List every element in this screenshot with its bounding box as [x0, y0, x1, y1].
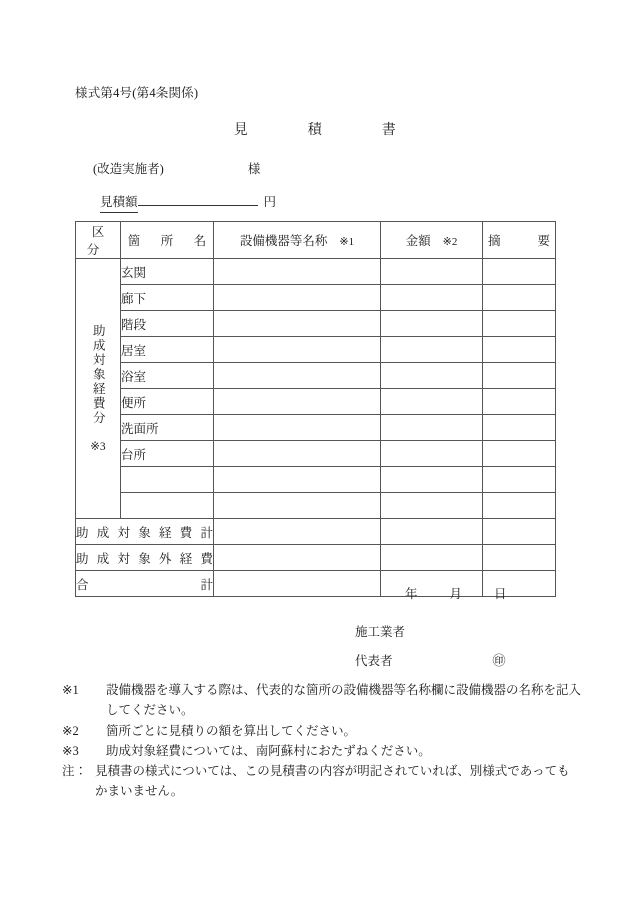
cell-tekiyou[interactable]: [483, 545, 556, 571]
cell-tekiyou[interactable]: [483, 311, 556, 337]
cell-kingaku[interactable]: [381, 363, 483, 389]
cell-tekiyou[interactable]: [483, 415, 556, 441]
cell-basho: 台所: [121, 441, 214, 467]
cell-kingaku[interactable]: [381, 389, 483, 415]
kubun-merged-cell: [76, 259, 121, 519]
cell-kingaku[interactable]: [381, 415, 483, 441]
table-header-row: [76, 222, 556, 259]
seal-icon: ㊞: [492, 653, 506, 668]
cell-basho: 階段: [121, 311, 214, 337]
estimate-amount-label: 見積額: [100, 192, 138, 213]
cell-tekiyou[interactable]: [483, 493, 556, 519]
date-month-label: 月: [449, 587, 463, 601]
title-char-2: 積: [307, 123, 323, 138]
estimate-amount-input[interactable]: [138, 203, 258, 206]
addressee-line: [93, 159, 260, 177]
table-row: [76, 337, 556, 363]
header-kubun: 区 分: [76, 222, 121, 259]
cell-kingaku[interactable]: [381, 441, 483, 467]
cell-kingaku[interactable]: [381, 259, 483, 285]
cell-setsubi[interactable]: [214, 337, 381, 363]
cell-tekiyou[interactable]: [483, 285, 556, 311]
estimate-table: [75, 221, 556, 597]
table-row: [76, 415, 556, 441]
estimate-amount-line: [100, 192, 276, 213]
summary-row-non-subsidy: [76, 545, 556, 571]
cell-setsubi[interactable]: [214, 545, 381, 571]
header-kingaku: 金額 ※2: [381, 222, 483, 259]
cell-setsubi[interactable]: [214, 285, 381, 311]
summary-label: 助成対象外経費: [76, 545, 214, 571]
footnote-marker: ※2: [62, 723, 79, 738]
date-year-label: 年: [405, 587, 418, 601]
table-row: [76, 259, 556, 285]
footnote-marker: 注：: [62, 764, 88, 778]
cell-basho: 洗面所: [121, 415, 214, 441]
cell-kingaku[interactable]: [381, 311, 483, 337]
estimate-amount-unit: 円: [263, 195, 277, 209]
cell-kingaku[interactable]: [381, 545, 483, 571]
table-row: [76, 363, 556, 389]
cell-tekiyou[interactable]: [483, 337, 556, 363]
kubun-note-ref: ※3: [90, 441, 106, 454]
cell-setsubi[interactable]: [214, 467, 381, 493]
table-row: [76, 467, 556, 493]
footnote-text: 箇所ごとに見積りの額を算出してください。: [106, 723, 357, 738]
cell-setsubi[interactable]: [214, 519, 381, 545]
cell-tekiyou[interactable]: [483, 519, 556, 545]
footnotes: [62, 680, 582, 802]
footnote-text: 助成対象経費については、南阿蘇村におたずねください。: [106, 743, 431, 758]
summary-label: 助成対象経費計: [76, 519, 214, 545]
title-char-3: 書: [381, 123, 397, 138]
cell-kingaku[interactable]: [381, 285, 483, 311]
kubun-vertical-label: 助成対象経費分: [91, 323, 106, 426]
cell-tekiyou[interactable]: [483, 389, 556, 415]
footnote-item: [62, 761, 582, 802]
cell-kingaku[interactable]: [381, 493, 483, 519]
title-char-1: 見: [233, 123, 249, 138]
header-basho: 箇 所 名: [121, 222, 214, 259]
cell-basho: 玄関: [121, 259, 214, 285]
header-setsubi-note: ※1: [339, 236, 355, 248]
cell-tekiyou[interactable]: [483, 441, 556, 467]
header-kingaku-note: ※2: [442, 236, 458, 248]
cell-basho[interactable]: [121, 493, 214, 519]
cell-tekiyou[interactable]: [483, 467, 556, 493]
table-row: [76, 441, 556, 467]
header-tekiyou: 摘 要: [483, 222, 556, 259]
footnote-item: [62, 680, 582, 721]
cell-setsubi[interactable]: [214, 493, 381, 519]
header-setsubi: 設備機器等名称 ※1: [214, 222, 381, 259]
signature-representative-label: 代表者: [355, 654, 393, 668]
cell-basho: 廊下: [121, 285, 214, 311]
footnote-text: 見積書の様式については、この見積書の内容が明記されていれば、別様式であってもかまいません。: [95, 764, 570, 799]
page-title: [0, 119, 630, 139]
cell-basho: 浴室: [121, 363, 214, 389]
cell-setsubi[interactable]: [214, 363, 381, 389]
cell-basho: 居室: [121, 337, 214, 363]
footnote-item: [62, 741, 582, 761]
cell-setsubi[interactable]: [214, 571, 381, 597]
footnote-text: 設備機器を導入する際は、代表的な箇所の設備機器等名称欄に設備機器の名称を記入してください。: [106, 683, 582, 718]
cell-kingaku[interactable]: [381, 519, 483, 545]
footnote-marker: ※1: [62, 683, 79, 697]
summary-label: 合計: [76, 571, 214, 597]
cell-basho[interactable]: [121, 467, 214, 493]
table-row: [76, 311, 556, 337]
cell-setsubi[interactable]: [214, 259, 381, 285]
signature-company-label: 施工業者: [355, 625, 406, 639]
addressee-recipient: (改造実施者): [93, 162, 164, 176]
cell-tekiyou[interactable]: [483, 259, 556, 285]
date-day-label: 日: [494, 587, 507, 601]
footnote-marker: ※3: [62, 743, 79, 758]
cell-kingaku[interactable]: [381, 467, 483, 493]
cell-setsubi[interactable]: [214, 311, 381, 337]
table-row: [76, 389, 556, 415]
addressee-honorific: 様: [247, 162, 261, 176]
cell-setsubi[interactable]: [214, 415, 381, 441]
signature-representative-line: [355, 650, 506, 669]
cell-basho: 便所: [121, 389, 214, 415]
cell-tekiyou[interactable]: [483, 363, 556, 389]
cell-kingaku[interactable]: [381, 337, 483, 363]
cell-setsubi[interactable]: [214, 389, 381, 415]
footnote-item: [62, 721, 582, 741]
form-number: 様式第4号(第4条関係): [75, 86, 199, 100]
summary-row-subsidy-total: [76, 519, 556, 545]
date-line: [405, 584, 507, 602]
table-row: [76, 493, 556, 519]
table-row: [76, 285, 556, 311]
cell-setsubi[interactable]: [214, 441, 381, 467]
